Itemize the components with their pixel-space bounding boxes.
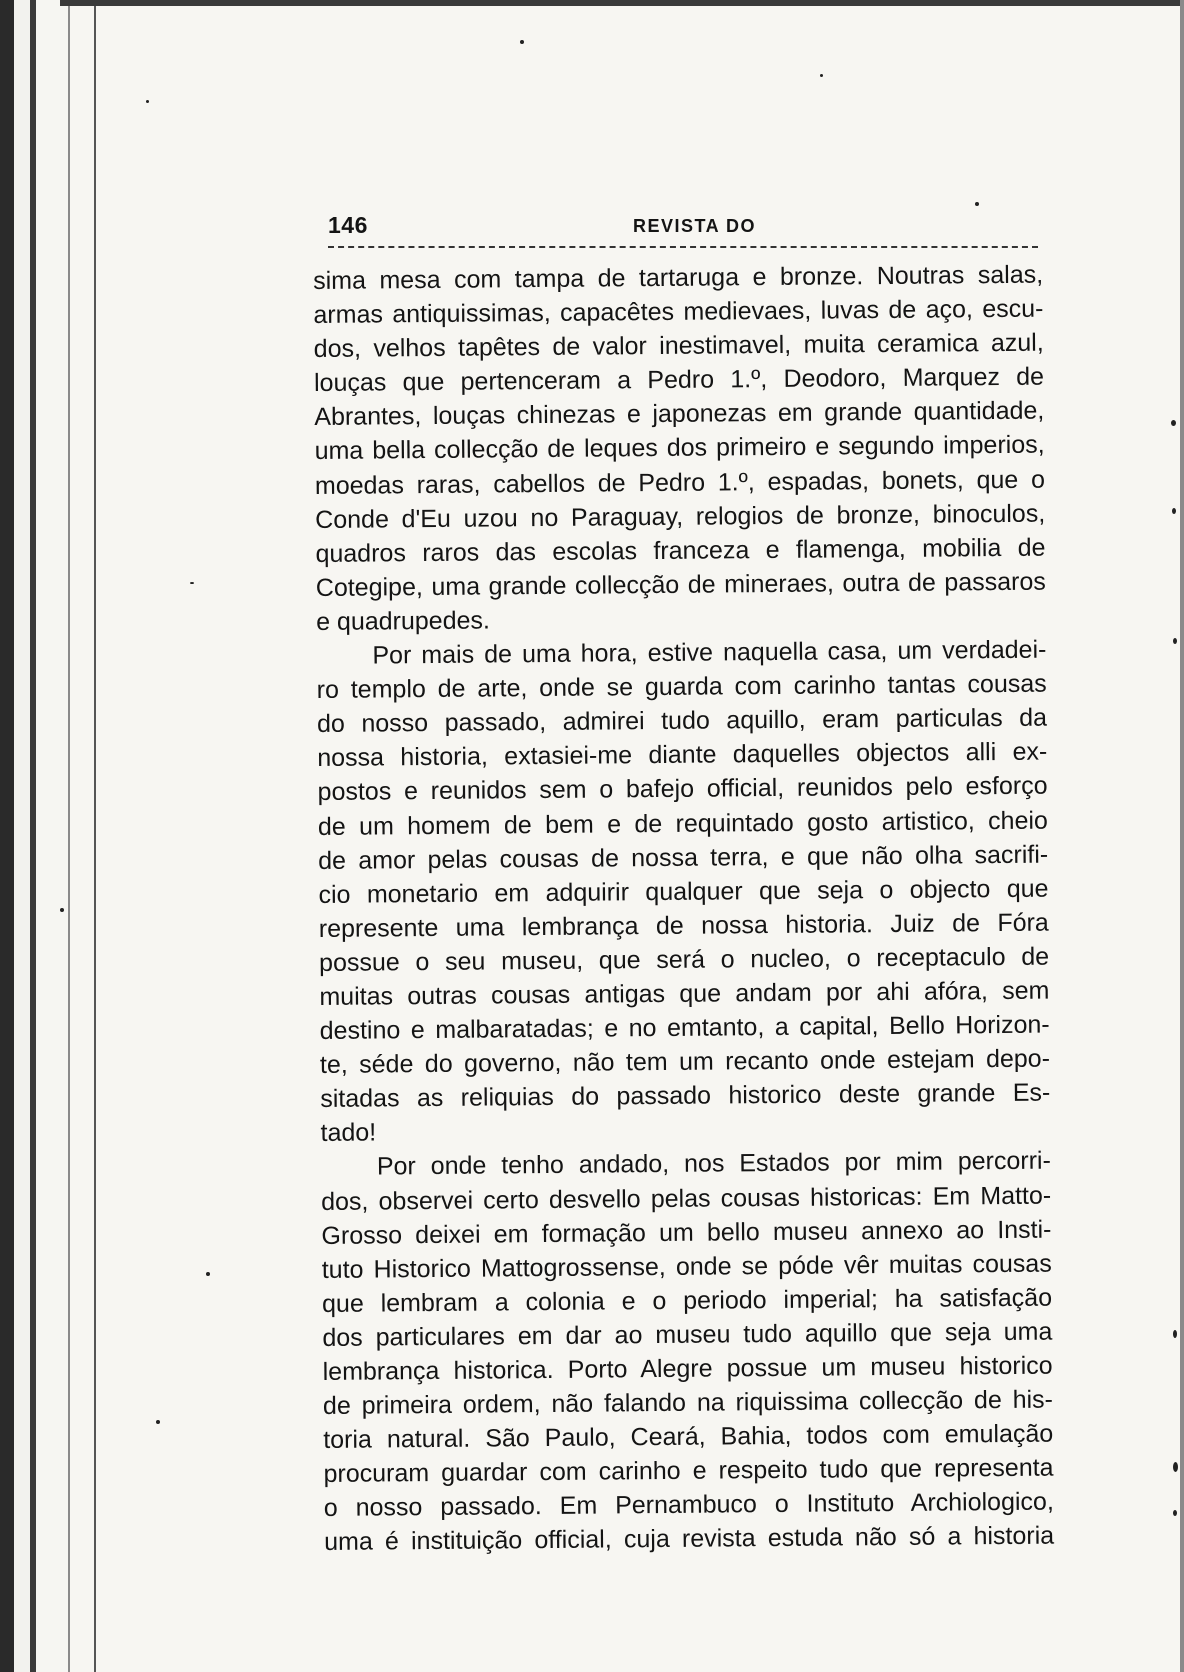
text-line: dos particulares em dar ao museu tudo aquillo que seja uma [322, 1317, 1053, 1352]
binding-shadow-line [94, 0, 96, 1672]
text-line: toria natural. São Paulo, Ceará, Bahia, todos com emulação [323, 1419, 1054, 1455]
page-top-edge [60, 0, 1184, 6]
text-line: postos e reunidos sem o bafejo official, reunidos pelo esforço [317, 772, 1048, 807]
scan-speck [1172, 508, 1176, 514]
text-line: uma bella collecção de leques dos primeiro e segundo imperios, [314, 431, 1045, 466]
text-line: destino e malbaratadas; e no emtanto, a capital, Bello Horizon- [319, 1010, 1050, 1046]
text-line: nossa historia, extasiei-me diante daquelles objectos alli ex- [317, 737, 1048, 773]
text-line: moedas raras, cabellos de Pedro 1.º, espadas, bonets, que o [314, 465, 1046, 500]
scan-speck [1173, 1330, 1177, 1338]
text-line: represente uma lembrança de nossa historia. Juiz de Fóra [318, 908, 1049, 943]
running-head [328, 212, 1038, 244]
binding-edge [0, 0, 108, 1672]
text-line: procuram guardar com carinho e respeito tudo que representa [323, 1453, 1054, 1489]
scan-speck [1173, 1462, 1178, 1472]
text-line: te, séde do governo, não tem um recanto onde estejam depo- [319, 1044, 1051, 1080]
scan-speck [1173, 1510, 1177, 1516]
text-line: tuto Historico Mattogrossense, onde se póde vêr muitas cousas [321, 1249, 1052, 1284]
text-line: possue o seu museu, que será o nucleo, o receptaculo de [318, 942, 1050, 977]
scan-speck [1171, 420, 1176, 426]
text-line: sima mesa com tampa de tartaruga e bronze. Noutras salas, [313, 260, 1044, 295]
text-line: ro templo de arte, onde se guarda com carinho tantas cousas [316, 669, 1047, 705]
text-line: Por onde tenho andado, nos Estados por mim percorri- [376, 1147, 1051, 1181]
text-line: uma é instituição official, cuja revista estuda não só a historia [324, 1522, 1055, 1557]
text-line: lembrança historica. Porto Alegre possue um museu historico [322, 1351, 1053, 1386]
text-line: muitas outras cousas antigas que andam por ahi afóra, sem [319, 976, 1050, 1011]
scan-speck [60, 908, 64, 912]
text-line: sitadas as reliquias do passado historico deste grande Es- [320, 1078, 1051, 1114]
text-line: Conde d'Eu uzou no Paraguay, relogios de bronze, binoculos, [315, 499, 1046, 534]
text-line: Cotegipe, uma grande collecção de mineraes, outra de passaros [315, 567, 1046, 602]
body-text [313, 258, 1054, 1560]
text-line: Grosso deixei em formação um bello museu annexo ao Insti- [321, 1215, 1052, 1250]
scan-speck [156, 1420, 160, 1424]
text-line: quadros raros das escolas franceza e flamenga, mobilia de [315, 533, 1046, 568]
text-line: que lembram a colonia e o periodo imperial; ha satisfação [321, 1283, 1053, 1318]
header-rule [328, 246, 1038, 248]
text-line: louças que pertenceram a Pedro 1.º, Deodoro, Marquez de [313, 362, 1045, 398]
text-line: armas antiquissimas, capacêtes medievaes, luvas de aço, escu- [313, 294, 1044, 330]
text-line: de primeira ordem, não falando na riquissima collecção de his- [322, 1385, 1054, 1421]
page-right-edge [1180, 0, 1184, 1672]
text-line: e quadrupedes. [316, 606, 491, 636]
scan-speck [206, 1272, 210, 1276]
page-number: 146 [328, 212, 368, 238]
text-line: Por mais de uma hora, estive naquella casa, um verdadei- [372, 635, 1047, 670]
text-line: Abrantes, louças chinezas e japonezas em grande quantidade, [314, 396, 1045, 432]
text-line: o nosso passado. Em Pernambuco o Instituto Archiologico, [323, 1487, 1054, 1523]
text-line: do nosso passado, admirei tudo aquillo, eram particulas da [316, 703, 1048, 739]
text-line: dos, observei certo desvello pelas cousas historicas: Em Matto- [321, 1181, 1052, 1216]
text-line: tado! [320, 1118, 377, 1148]
scan-speck [520, 40, 524, 44]
scan-speck [975, 202, 979, 206]
text-line: de amor pelas cousas de nossa terra, e que não olha sacrifi- [318, 840, 1049, 875]
scan-speck [1173, 638, 1177, 644]
text-line: de um homem de bem e de requintado gosto artistico, cheio [317, 806, 1049, 841]
scan-speck [190, 582, 194, 584]
running-title: REVISTA DO [633, 216, 757, 236]
scan-speck [146, 100, 149, 103]
text-line: cio monetario em adquirir qualquer que seja o objecto que [318, 874, 1049, 909]
scan-speck [820, 74, 823, 77]
text-line: dos, velhos tapêtes de valor inestimavel, muita ceramica azul, [313, 328, 1044, 364]
